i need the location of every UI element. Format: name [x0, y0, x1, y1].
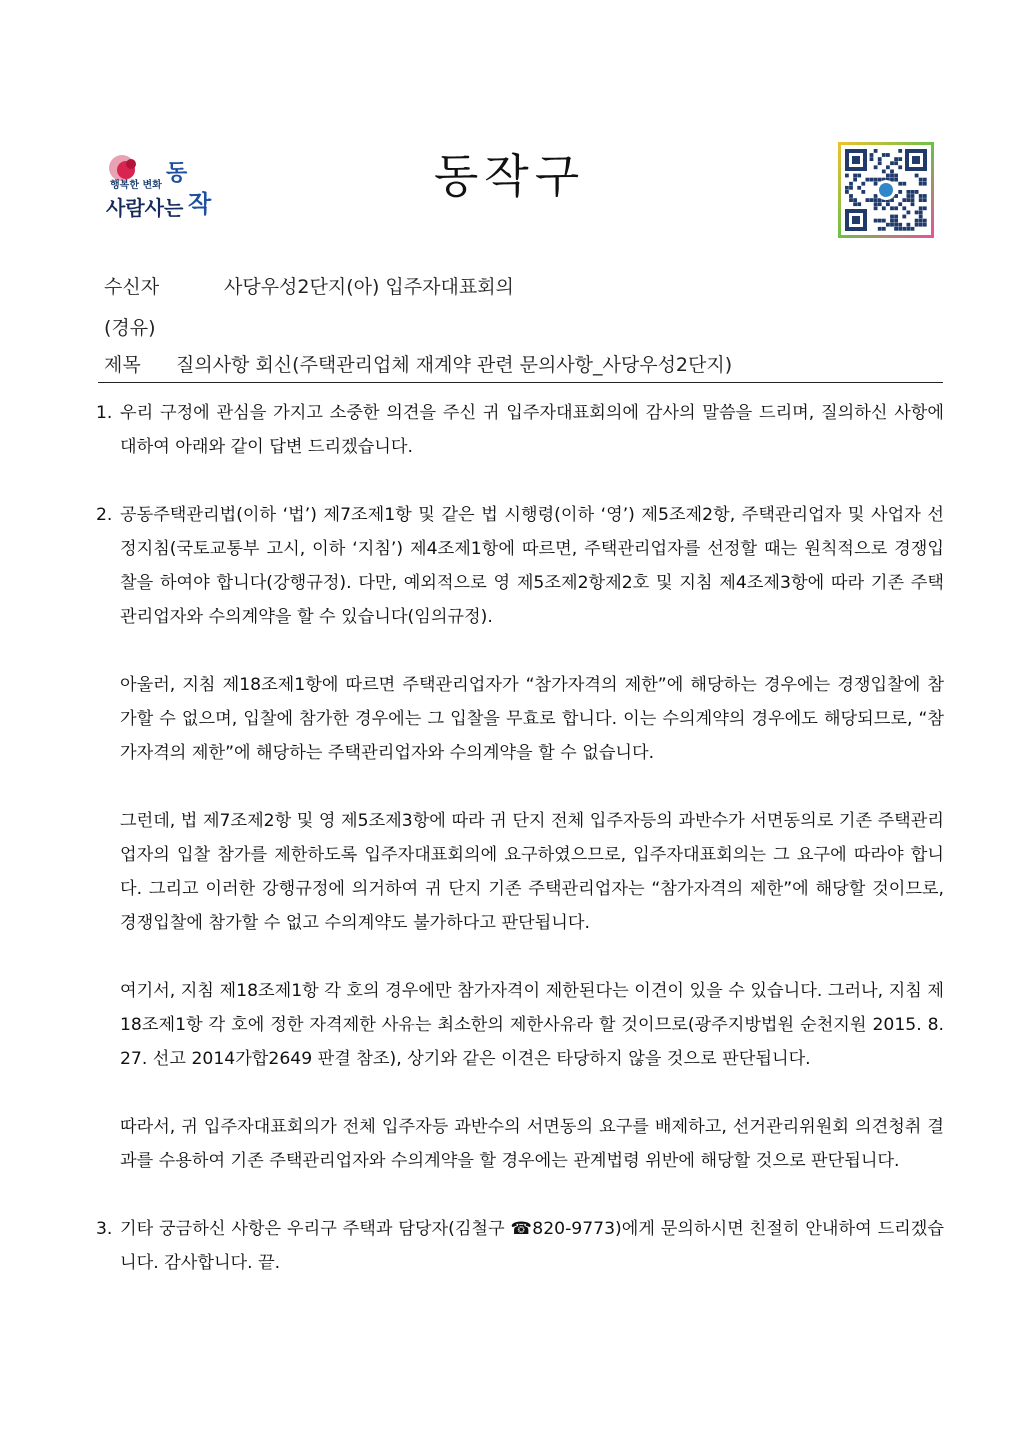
paragraph-6 — [96, 1110, 944, 1178]
logo-people: 사람사는 — [106, 196, 184, 220]
paragraph-text: 기타 궁금하신 사항은 우리구 주택과 담당자(김철구 ☎820-9773)에게 문의하시면 친절히 안내하여 드리겠습니다. 감사합니다. 끝. — [120, 1219, 944, 1273]
paragraph-text: 따라서, 귀 입주자대표회의가 전체 입주자등 과반수의 서면동의 요구를 배제하고, 선거관리위원회 의견청취 결과를 수용하여 기존 주택관리업자와 수의계약을 할 경우에는 관계법령 위반에 해당할 것으로 판단됩니다. — [120, 1117, 944, 1171]
qr-code-icon[interactable] — [838, 142, 934, 238]
recipient-row — [104, 272, 514, 299]
paragraph-7 — [96, 1212, 944, 1280]
paragraph-4 — [96, 804, 944, 940]
paragraph-5 — [96, 974, 944, 1076]
paragraph-number: 1. — [96, 403, 113, 423]
letter-body — [96, 396, 944, 1280]
logo-char-jak: 작 — [188, 190, 212, 218]
paragraph-1 — [96, 396, 944, 464]
via-label: (경유) — [104, 317, 156, 339]
page-title: 동작구 — [433, 149, 586, 203]
paragraph-text: 그런데, 법 제7조제2항 및 영 제5조제3항에 따라 귀 단지 전체 입주자등의 과반수가 서면동의로 기존 주택관리업자의 입찰 참가를 제한하도록 입주자대표회의에 요구하였으므로, 입주자대표회의는 그 요구에 따라야 합니다. 그리고 이러한 강행규정에 의거하여 귀 단지 기존 주택관리업자는 “참가자격의 제한”에 해당할 것이므로, 경쟁입찰에 참가할 수 없고 수의계약도 불가하다고 판단됩니다. — [120, 811, 944, 933]
via-row — [104, 313, 156, 340]
paragraph-2 — [96, 498, 944, 634]
logo-char-dong: 동 — [166, 161, 188, 186]
paragraph-number: 3. — [96, 1219, 113, 1239]
recipient-label: 수신자 — [104, 276, 160, 298]
subject-label: 제목 — [104, 354, 141, 376]
subject-value: 질의사항 회신(주택관리업체 재계약 관련 문의사항_사당우성2단지) — [176, 354, 733, 376]
subject-row — [104, 350, 733, 377]
recipient-value: 사당우성2단지(아) 입주자대표회의 — [224, 276, 514, 298]
paragraph-3 — [96, 668, 944, 770]
paragraph-text: 여기서, 지침 제18조제1항 각 호의 경우에만 참가자격이 제한된다는 이견이 있을 수 있습니다. 그러나, 지침 제18조제1항 각 호에 정한 자격제한 사유는 최소한의 제한사유라 할 것이므로(광주지방법원 순천지원 2015. 8. 27. 선고 2014가합2649 판결 참조), 상기와 같은 이견은 타당하지 않을 것으로 판단됩니다. — [120, 981, 944, 1069]
logo-slogan: 행복한 변화 — [110, 180, 162, 191]
header-divider — [98, 382, 943, 383]
paragraph-text: 아울러, 지침 제18조제1항에 따르면 주택관리업자가 “참가자격의 제한”에 해당하는 경우에는 경쟁입찰에 참가할 수 없으며, 입찰에 참가한 경우에는 그 입찰을 무효로 합니다. 이는 수의계약의 경우에도 해당되므로, “참가자격의 제한”에 해당하는 주택관리업자와 수의계약을 할 수 없습니다. — [120, 675, 944, 763]
paragraph-number: 2. — [96, 505, 113, 525]
paragraph-text: 우리 구정에 관심을 가지고 소중한 의견을 주신 귀 입주자대표회의에 감사의 말씀을 드리며, 질의하신 사항에 대하여 아래와 같이 답변 드리겠습니다. — [120, 403, 944, 457]
paragraph-text: 공동주택관리법(이하 ‘법’) 제7조제1항 및 같은 법 시행령(이하 ‘영’) 제5조제2항, 주택관리업자 및 사업자 선정지침(국토교통부 고시, 이하 ‘지침’) 제4조제1항에 따르면, 주택관리업자를 선정할 때는 원칙적으로 경쟁입찰을 하여야 합니다(강행규정). 다만, 예외적으로 영 제5조제2항제2호 및 지침 제4조제3항에 따라 기존 주택관리업자와 수의계약을 할 수 있습니다(임의규정). — [120, 505, 945, 627]
